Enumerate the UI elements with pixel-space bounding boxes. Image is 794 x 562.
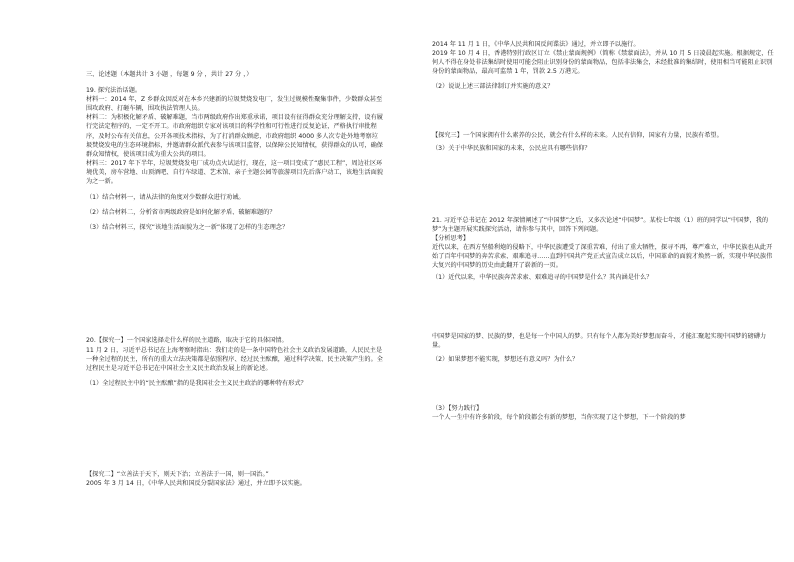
- section-title: 三、论述题（本题共计 3 小题 ，每题 9 分 ，共计 27 分 ，）: [86, 71, 253, 78]
- q21-sub3-body: 一个人一生中有许多阶段，每个阶段都会有新的梦想，当你实现了这个梦想，下一个阶段的梦: [432, 413, 686, 421]
- q20-sub1: （1）全过程民主中的“民主酝酿”指的是我国社会主义民主政治的哪种特有形式？: [86, 379, 307, 387]
- q20-head: 20.【探究一】一个国家选择走什么样的民主道路，取决于它的具体国情。: [86, 337, 288, 345]
- law-2019: 2019 年 10 月 4 日，香港特别行政区订立《禁止蒙面规例》（简称《禁蒙面法》，并从 10 月 5 日凌晨起实施。根据规定，任何人不得在身处非法集结时使用可能会阻止识别身份的蒙面物品，包括非法集会，未经批准的集结时，使用相当可能阻止识别身份的蒙面物品，最高可监禁 1 年，罚款 2.5 万港元。: [432, 50, 774, 76]
- q19-sub1: （1）结合材料一，请从法律的角度对少数群众进行劝诫。: [86, 194, 245, 202]
- q19-material-2: 材料二：为积极化解矛盾、破解难题，当市两级政府作出郑重承诺，项目设有征得群众充分理解支持，设有履行完法定程序的，一定不开工。市政府组织专家对该项目的科学性和可行性进行反复论证，严格执行审批程序，及时公布有关信息，公开各项技术指标，为了打消群众顾虑，市政府组织 4000 多人次专赴外地考察垃圾焚烧发电的生态环境指标，并邀请群众派代表参与该项目监督，以保障公民知情权，获得群众的认可，确保群众知情权，使该项目成为重大公共的项目。: [86, 114, 383, 158]
- q20-body: 11 月 2 日，习近平总书记在上海考察时指出：我们走的是一条中国特色社会主义政治发展道路，人民民主是一种全过程的民主，所有的重大立法决策都是依照程序、经过民主酝酿，通过科学决策、民主决策产生的。全过程民主是习近平总书记在中国社会主义民主政治发展上的新论述。: [86, 346, 383, 372]
- law-2014: 2014 年 11 月 1 日，《中华人民共和国反间谍法》通过，并立即予以施行。: [432, 41, 640, 48]
- q19-sub2: （2）结合材料二，分析省市两级政府是如何化解矛盾、破解难题的？: [86, 209, 276, 217]
- q20-law-2005: 2005 年 3 月 14 日，《中华人民共和国反分裂国家法》通过，并立即予以实施。: [86, 479, 306, 487]
- q21-dream-text: 中国梦是国家的梦、民族的梦，也是每一个中国人的梦。只有每个人都为美好梦想而奋斗，才能汇聚起实现中国梦的磅礴力量。: [432, 333, 767, 350]
- q20-sub2: （2）说说上述三部法律制订并实施的意义？: [432, 83, 554, 91]
- q19-material-1: 材料一：2014 年，Z 乡群众因反对在本乡兴建新的垃圾焚烧发电厂，发生过规模性聚集事件，少数群众甚至围攻政府、打砸车辆，围攻执法管理人员。: [86, 96, 383, 113]
- q20-sub3: （3）关于中华民族和国家的未来，公民应具有哪些信仰？: [432, 144, 591, 152]
- q19-material-3: 材料三：2017 年下半年，垃圾焚烧发电厂成功点火试运行，现在，这一项目变成了“惠民工程”，周边社区环境优美，房车营地、山顶酒吧、自行车绿道、艺术馆、亲子主题公园等旅游项目先后落户动工，该地生活面貌为之一新。: [86, 159, 383, 186]
- q21-sub2: （2）如果梦想不能实现，梦想还有意义吗？为什么？: [432, 355, 579, 363]
- q21-sub3-tag: （3）【努力践行】: [432, 404, 483, 412]
- q21-analysis-body: 近代以来，在西方坚船利炮的侵略下，中华民族遭受了深重苦难，付出了重大牺牲，探寻不再，尊严难立，中华民族也从此开始了百年中国梦的奔苦求索、艰难追寻……直到中国共产党正式宣告成立以后，中国革命的面貌才焕然一新，实现中华民族伟大复兴的中国梦的历史由此翻开了崭新的一页。: [432, 243, 773, 270]
- q21-analysis-tag: 【分析思考】: [432, 234, 470, 242]
- q19-sub3: （3）结合材料三，探究“该地生活面貌为之一新”体现了怎样的生态理念？: [86, 224, 289, 232]
- q21-head: 21. 习近平总书记在 2012 年深情阐述了“中国梦”之后，又多次论述“中国梦”。某校七年级（1）班的同学以“中国梦，我的梦”为主题开展实践探究活动，请你参与其中，回答下列问题。: [432, 216, 769, 233]
- explore3-head: 【探究三】一个国家拥有什么素养的公民，就会有什么样的未来。人民有信仰，国家有力量，民族有希望。: [432, 132, 723, 140]
- q20-explore2: 【探究二】“立善法于天下，则天下治；立善法于一国，则一国治。”: [86, 470, 269, 478]
- q19-stem: 19. 探究法治话题。: [86, 87, 142, 95]
- left-column: [86, 0, 384, 488]
- right-column: [432, 0, 778, 422]
- q21-sub1: （1）近代以来，中华民族奔苦求索、艰难追寻的中国梦是什么？其内涵是什么？: [432, 274, 653, 282]
